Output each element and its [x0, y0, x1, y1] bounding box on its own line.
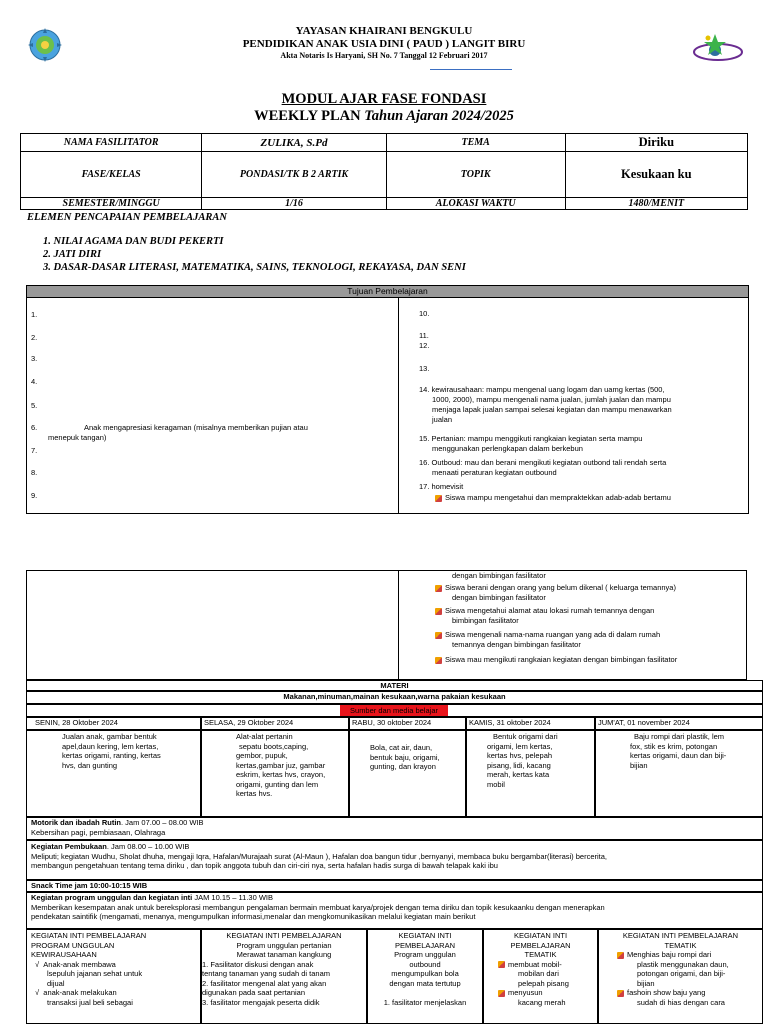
- motorik-title: Motorik dan ibadah Rutin: [31, 818, 121, 827]
- inti-col1-head: KEGIATAN INTI PEMBELAJARAN: [31, 931, 147, 940]
- tujuan-num-2: 2.: [31, 333, 38, 342]
- topik-label: TOPIK: [386, 152, 565, 198]
- sumber-label: Sumber dan media belajar: [340, 705, 448, 716]
- inti-title: Kegiatan program unggulan dan kegiatan inti: [31, 893, 193, 902]
- day-header-1: SENIN, 28 Oktober 2024: [26, 717, 201, 730]
- day5-line: fox, stik es krim, potongan: [630, 741, 718, 751]
- inti-col2-text: tentang tanaman yang sudah di tanam: [202, 969, 331, 978]
- page-title: MODUL AJAR FASE FONDASI: [281, 91, 487, 107]
- inti-col-5: [598, 929, 763, 1024]
- inti-col2-head: KEGIATAN INTI PEMBELAJARAN: [226, 931, 342, 940]
- inti-col3-text: 1. fasilitator menjelaskan: [383, 998, 467, 1007]
- tujuan-item-14b: 1000, 2000), mampu mengenali nama jualan, jumlah jualan dan mampu: [432, 395, 671, 404]
- page2-bullet-1: [435, 583, 676, 593]
- tujuan-num-1: 1.: [31, 310, 38, 319]
- inti-col4-text: mobilan dari: [518, 969, 559, 978]
- fase-value: PONDASI/TK B 2 ARTIK: [202, 152, 386, 198]
- bullet-icon: [617, 990, 624, 997]
- tujuan-item-14: 14. kewirausahaan: mampu mengenal uang logam dan uamg kertas (500,: [419, 385, 665, 394]
- tujuan-num-6: 6.: [31, 423, 38, 432]
- semester-value: 1/16: [202, 198, 386, 210]
- inti-col5-text: Menghias baju rompi dari: [627, 950, 712, 959]
- inti-col4-text: pelepah pisang: [518, 978, 569, 988]
- inti-col-3: [367, 929, 483, 1024]
- bullet-icon: [498, 961, 505, 968]
- inti-time: JAM 10.15 – 11.30 WIB: [192, 893, 274, 902]
- bullet-icon: [435, 657, 442, 664]
- day-content-4: [466, 730, 595, 817]
- inti-col-1: [26, 929, 201, 1024]
- tujuan-num-7: 7.: [31, 446, 38, 455]
- topik-value: Kesukaan ku: [565, 152, 747, 198]
- bullet-icon: [435, 632, 442, 639]
- inti-col1-text: dijual: [47, 978, 65, 988]
- inti-col5-text: bijian: [637, 978, 655, 988]
- subtitle-year: Tahun Ajaran 2024/2025: [364, 108, 514, 124]
- semester-label: SEMESTER/MINGGU: [21, 198, 202, 210]
- page2-bullet-3: [435, 630, 660, 640]
- elemen-item-1: 1. NILAI AGAMA DAN BUDI PEKERTI: [43, 236, 224, 247]
- day-header-3: RABU, 30 oktober 2024: [349, 717, 466, 730]
- page2-b2-text: Siswa mengetahui alamat atau lokasi rumah temannya dengan: [445, 606, 655, 615]
- tujuan-title: Tujuan Pembelajaran: [27, 286, 748, 298]
- pembukaan-title: Kegiatan Pembukaan: [31, 842, 107, 851]
- page2-divider: [398, 571, 399, 680]
- day1-line: hvs, dan gunting: [62, 760, 118, 770]
- tujuan-item-17b: Siswa mampu mengetahui dan mempraktekkan adab-adab bertamu: [445, 493, 671, 502]
- fasilitator-label: NAMA FASILITATOR: [21, 134, 202, 152]
- day-header-5: JUM'AT, 01 november 2024: [595, 717, 763, 730]
- tujuan-item-14c: menjaga lapak jualan sampai selesai kegiatan dan mampu menawarkan: [432, 405, 672, 414]
- inti-col2-text: digunakan pada saat pertanian: [202, 988, 306, 997]
- tujuan-item-15: 15. Pertanian: mampu menggikuti rangkaian kegiatan serta mampu: [419, 434, 643, 443]
- tujuan-num-8: 8.: [31, 468, 38, 477]
- pembukaan-heading: [31, 842, 758, 852]
- page2-cont1: dengan bimbingan fasilitator: [452, 571, 546, 580]
- inti-col3-head: dengan mata tertutup: [389, 978, 461, 988]
- inti-col1-text: anak-anak melakukan: [43, 988, 117, 997]
- tujuan-num-11: 11.: [419, 331, 429, 340]
- inti-col1-text: lsepuluh jajanan sehat untuk: [47, 969, 143, 978]
- info-table: [20, 133, 748, 210]
- inti-col3-head: PEMBELAJARAN: [394, 940, 456, 950]
- notary-line: Akta Notaris Is Haryani, SH No. 7 Tanggal 12 Februari 2017: [280, 51, 488, 60]
- day3-line: gunting, dan krayon: [370, 762, 436, 771]
- inti-col5-text: sudah di hias dengan cara: [637, 997, 725, 1007]
- day2-line: kertas,gambar juz, gambar: [236, 760, 326, 770]
- inti-col1-item: [31, 988, 196, 998]
- tujuan-left-col: [27, 298, 399, 513]
- tujuan-item-14d: jualan: [432, 415, 453, 424]
- inti-col2-head: Program unggulan pertanian: [236, 940, 332, 950]
- tujuan-item-16b: menaati peraturan kegiatan outbound: [432, 468, 557, 477]
- inti-col4-text: kacang merah: [518, 997, 566, 1007]
- inti-col2-text: 3. fasilitator mengajak peserta didik: [202, 997, 320, 1007]
- inti-col5-text: plastik menggunakan daun,: [637, 959, 729, 969]
- inti-col5-item: [601, 988, 760, 998]
- tujuan-num-12: 12.: [419, 341, 430, 350]
- day-content-1: [26, 730, 201, 817]
- tujuan-item-15b: menggunakan perlengkapan dalam berkebun: [432, 444, 583, 453]
- elemen-item-2: 2. JATI DIRI: [43, 249, 102, 260]
- tujuan-item-6-text: Anak mengapresiasi keragaman (misalnya memberikan pujian atau: [84, 423, 308, 432]
- motorik-heading: [31, 818, 758, 828]
- page2-b4-text: Siswa mau mengikuti rangkaian kegiatan dengan bimbingan fasilitator: [445, 655, 678, 664]
- inti-col2-text: 2. fasilitator mengenal alat yang akan: [202, 978, 327, 988]
- inti-col1-head: PROGRAM UNGGULAN: [31, 940, 115, 950]
- day4-line: Bentuk origami dari: [493, 732, 558, 741]
- org-name: YAYASAN KHAIRANI BENGKULU: [295, 25, 473, 37]
- bullet-icon: [498, 990, 505, 997]
- inti-col4-text: menyusun: [508, 988, 543, 997]
- tujuan-num-4: 4.: [31, 377, 38, 386]
- inti-col1-head: KEWIRAUSAHAAN: [31, 950, 97, 959]
- day2-line: origami, gunting dan lem: [236, 779, 319, 789]
- inti-row: [26, 892, 763, 929]
- inti-col3-head: mengumpulkan bola: [391, 969, 459, 978]
- day4-line: pisang, lidi, kacang: [487, 760, 551, 770]
- page2-bullet-2: [435, 606, 654, 616]
- pembukaan-desc: Meliputi; kegiatan Wudhu, Sholat dhuha, mengaji Iqra, Hafalan/Murajaah surat (Al-Maun ), Hafalan doa bangun tidur ,bernyanyi, membaca buku bergambar(literasi) bercerita,: [31, 851, 608, 861]
- inti-col4-item: [486, 960, 595, 970]
- bullet-icon: [435, 585, 442, 592]
- alokasi-value: 1480/MENIT: [565, 198, 747, 210]
- inti-col5-item: [601, 950, 760, 960]
- inti-col3-head: KEGIATAN INTI: [398, 931, 452, 940]
- tema-value: Diriku: [565, 134, 747, 152]
- day2-line: gembor, pupuk,: [236, 751, 288, 760]
- inti-col3-head: Program unggulan: [394, 950, 456, 959]
- fase-label: FASE/KELAS: [21, 152, 202, 198]
- elemen-item-3: 3. DASAR-DASAR LITERASI, MATEMATIKA, SAINS, TEKNOLOGI, REKAYASA, DAN SENI: [43, 262, 466, 273]
- motorik-desc: Kebersihan pagi, pembiasaan, Olahraga: [31, 827, 166, 837]
- day2-line: sepatu boots,caping,: [239, 741, 309, 751]
- tujuan-num-5: 5.: [31, 401, 38, 410]
- inti-col2-text: 1. Fasilitator diskusi dengan anak: [202, 959, 314, 969]
- motorik-row: [26, 817, 763, 840]
- day4-line: mobil: [487, 779, 505, 789]
- inti-desc: Memberikan kesempatan anak untuk bereksplorasi membangun pengalaman bermain membuat karya/projek dengan tema diriku dan topik kesukaanku dengan menerapkan: [31, 902, 605, 912]
- inti-col1-text: Anak-anak membawa: [43, 959, 116, 969]
- day1-line: apel,daun kering, lem kertas,: [62, 741, 159, 751]
- pembukaan-time: . Jam 08.00 – 10.00 WIB: [106, 842, 190, 851]
- day1-line: Jualan anak, gambar bentuk: [62, 732, 157, 741]
- page2-b2b: bimbingan fasilitator: [452, 616, 519, 625]
- tujuan-num-9: 9.: [31, 491, 38, 500]
- day-content-3: [349, 730, 466, 817]
- header-underline: [430, 69, 512, 70]
- inti-col5-head: TEMATIK: [664, 940, 697, 950]
- day5-line: bijian: [630, 760, 648, 770]
- materi-value: Makanan,minuman,mainan kesukaan,warna pakaian kesukaan: [26, 691, 763, 704]
- inti-col5-text: potongan origami, dan biji-: [637, 969, 726, 978]
- page2-b1b: dengan bimbingan fasilitator: [452, 593, 546, 602]
- day4-line: kertas hvs, pelepah: [487, 751, 553, 760]
- day-content-2: [201, 730, 349, 817]
- pembukaan-row: [26, 840, 763, 880]
- tujuan-item-17b-row: [435, 493, 671, 503]
- page2-tujuan-box: [26, 570, 747, 680]
- inti-col4-head: KEGIATAN INTI: [513, 931, 568, 940]
- day3-line: bentuk baju, origami,: [370, 752, 440, 762]
- day3-line: Bola, cat air, daun,: [370, 743, 433, 752]
- tujuan-item-17: 17. homevisit: [419, 482, 464, 491]
- day2-line: eskrim, kertas hvs, crayon,: [236, 770, 326, 779]
- day2-line: kertas hvs.: [236, 789, 273, 798]
- check-icon: √: [35, 988, 40, 997]
- inti-col4-head: PEMBELAJARAN: [510, 940, 571, 950]
- inti-col4-text: membuat mobil-: [508, 959, 562, 969]
- subtitle-main: WEEKLY PLAN: [254, 108, 365, 124]
- day-header-2: SELASA, 29 Oktober 2024: [201, 717, 349, 730]
- page2-bullet-4: [435, 655, 677, 665]
- page2-b3-text: Siswa mengenali nama-nama ruangan yang ada di dalam rumah: [445, 630, 661, 639]
- inti-col4-item: [486, 988, 595, 998]
- inti-col1-item: [31, 960, 196, 970]
- page2-b3b: temannya dengan bimbingan fasilitator: [452, 640, 581, 649]
- page2-b1-text: Siswa berani dengan orang yang belum dikenal ( keluarga temannya): [445, 583, 676, 592]
- inti-col-4: [483, 929, 598, 1024]
- day5-line: kertas origami, daun dan biji-: [630, 751, 727, 760]
- inti-col3-head: outbound: [409, 959, 441, 969]
- tujuan-item-6-text2: menepuk tangan): [48, 433, 107, 442]
- day-content-5: [595, 730, 763, 817]
- tujuan-num-13: 13.: [419, 364, 430, 373]
- inti-desc2: pendekatan saintifik (mengamati, menanya, mengumpulkan informasi,menalar dan mengkomunikasikan melalui kegiatan main berikut: [31, 912, 476, 921]
- tujuan-num-10: 10.: [419, 309, 430, 318]
- tema-label: TEMA: [386, 134, 565, 152]
- inti-heading: [31, 893, 758, 903]
- fasilitator-value: ZULIKA, S.Pd: [202, 134, 386, 152]
- materi-label: MATERI: [26, 680, 763, 691]
- inti-col5-head: KEGIATAN INTI PEMBELAJARAN: [622, 931, 739, 940]
- motorik-time: . Jam 07.00 – 08.00 WIB: [121, 818, 204, 827]
- snack-row: Snack Time jam 10:00-10:15 WIB: [26, 880, 763, 892]
- day1-line: kertas origami, ranting, kertas: [62, 751, 161, 760]
- inti-col4-head: TEMATIK: [524, 950, 557, 959]
- inti-col2-head: Merawat tanaman kangkung: [236, 950, 332, 959]
- day5-line: Baju rompi dari plastik, lem: [634, 732, 725, 741]
- bullet-icon: [617, 952, 624, 959]
- bullet-icon: [435, 608, 442, 615]
- day4-line: origami, lem kertas,: [487, 741, 553, 751]
- pembukaan-desc2: membangun pengetahuan tentang tema diriku , dan topik anggota tubuh dan ciri-ciri nya, serta hafalan hadis surga di bawah telapak kaki ibu: [31, 861, 498, 870]
- inti-col5-text: fashoin show baju yang: [627, 988, 706, 997]
- school-name: PENDIDIKAN ANAK USIA DINI ( PAUD ) LANGIT BIRU: [242, 38, 526, 50]
- tujuan-box: [26, 285, 749, 514]
- check-icon: √: [35, 959, 40, 969]
- day4-line: merah, kertas kata: [487, 770, 550, 779]
- inti-col1-text: transaksi jual beli sebagai: [47, 997, 133, 1007]
- elemen-heading: ELEMEN PENCAPAIAN PEMBELAJARAN: [27, 212, 227, 223]
- inti-col-2: [201, 929, 367, 1024]
- day-header-4: KAMIS, 31 oktober 2024: [466, 717, 595, 730]
- day2-line: Alat-alat pertanin: [236, 732, 293, 741]
- page-subtitle: [0, 108, 768, 125]
- tujuan-num-3: 3.: [31, 354, 38, 363]
- bullet-icon: [435, 495, 442, 502]
- tujuan-item-16: 16. Outboud: mau dan berani mengikuti kegiatan outbond tali rendah serta: [419, 458, 667, 467]
- alokasi-label: ALOKASI WAKTU: [386, 198, 565, 210]
